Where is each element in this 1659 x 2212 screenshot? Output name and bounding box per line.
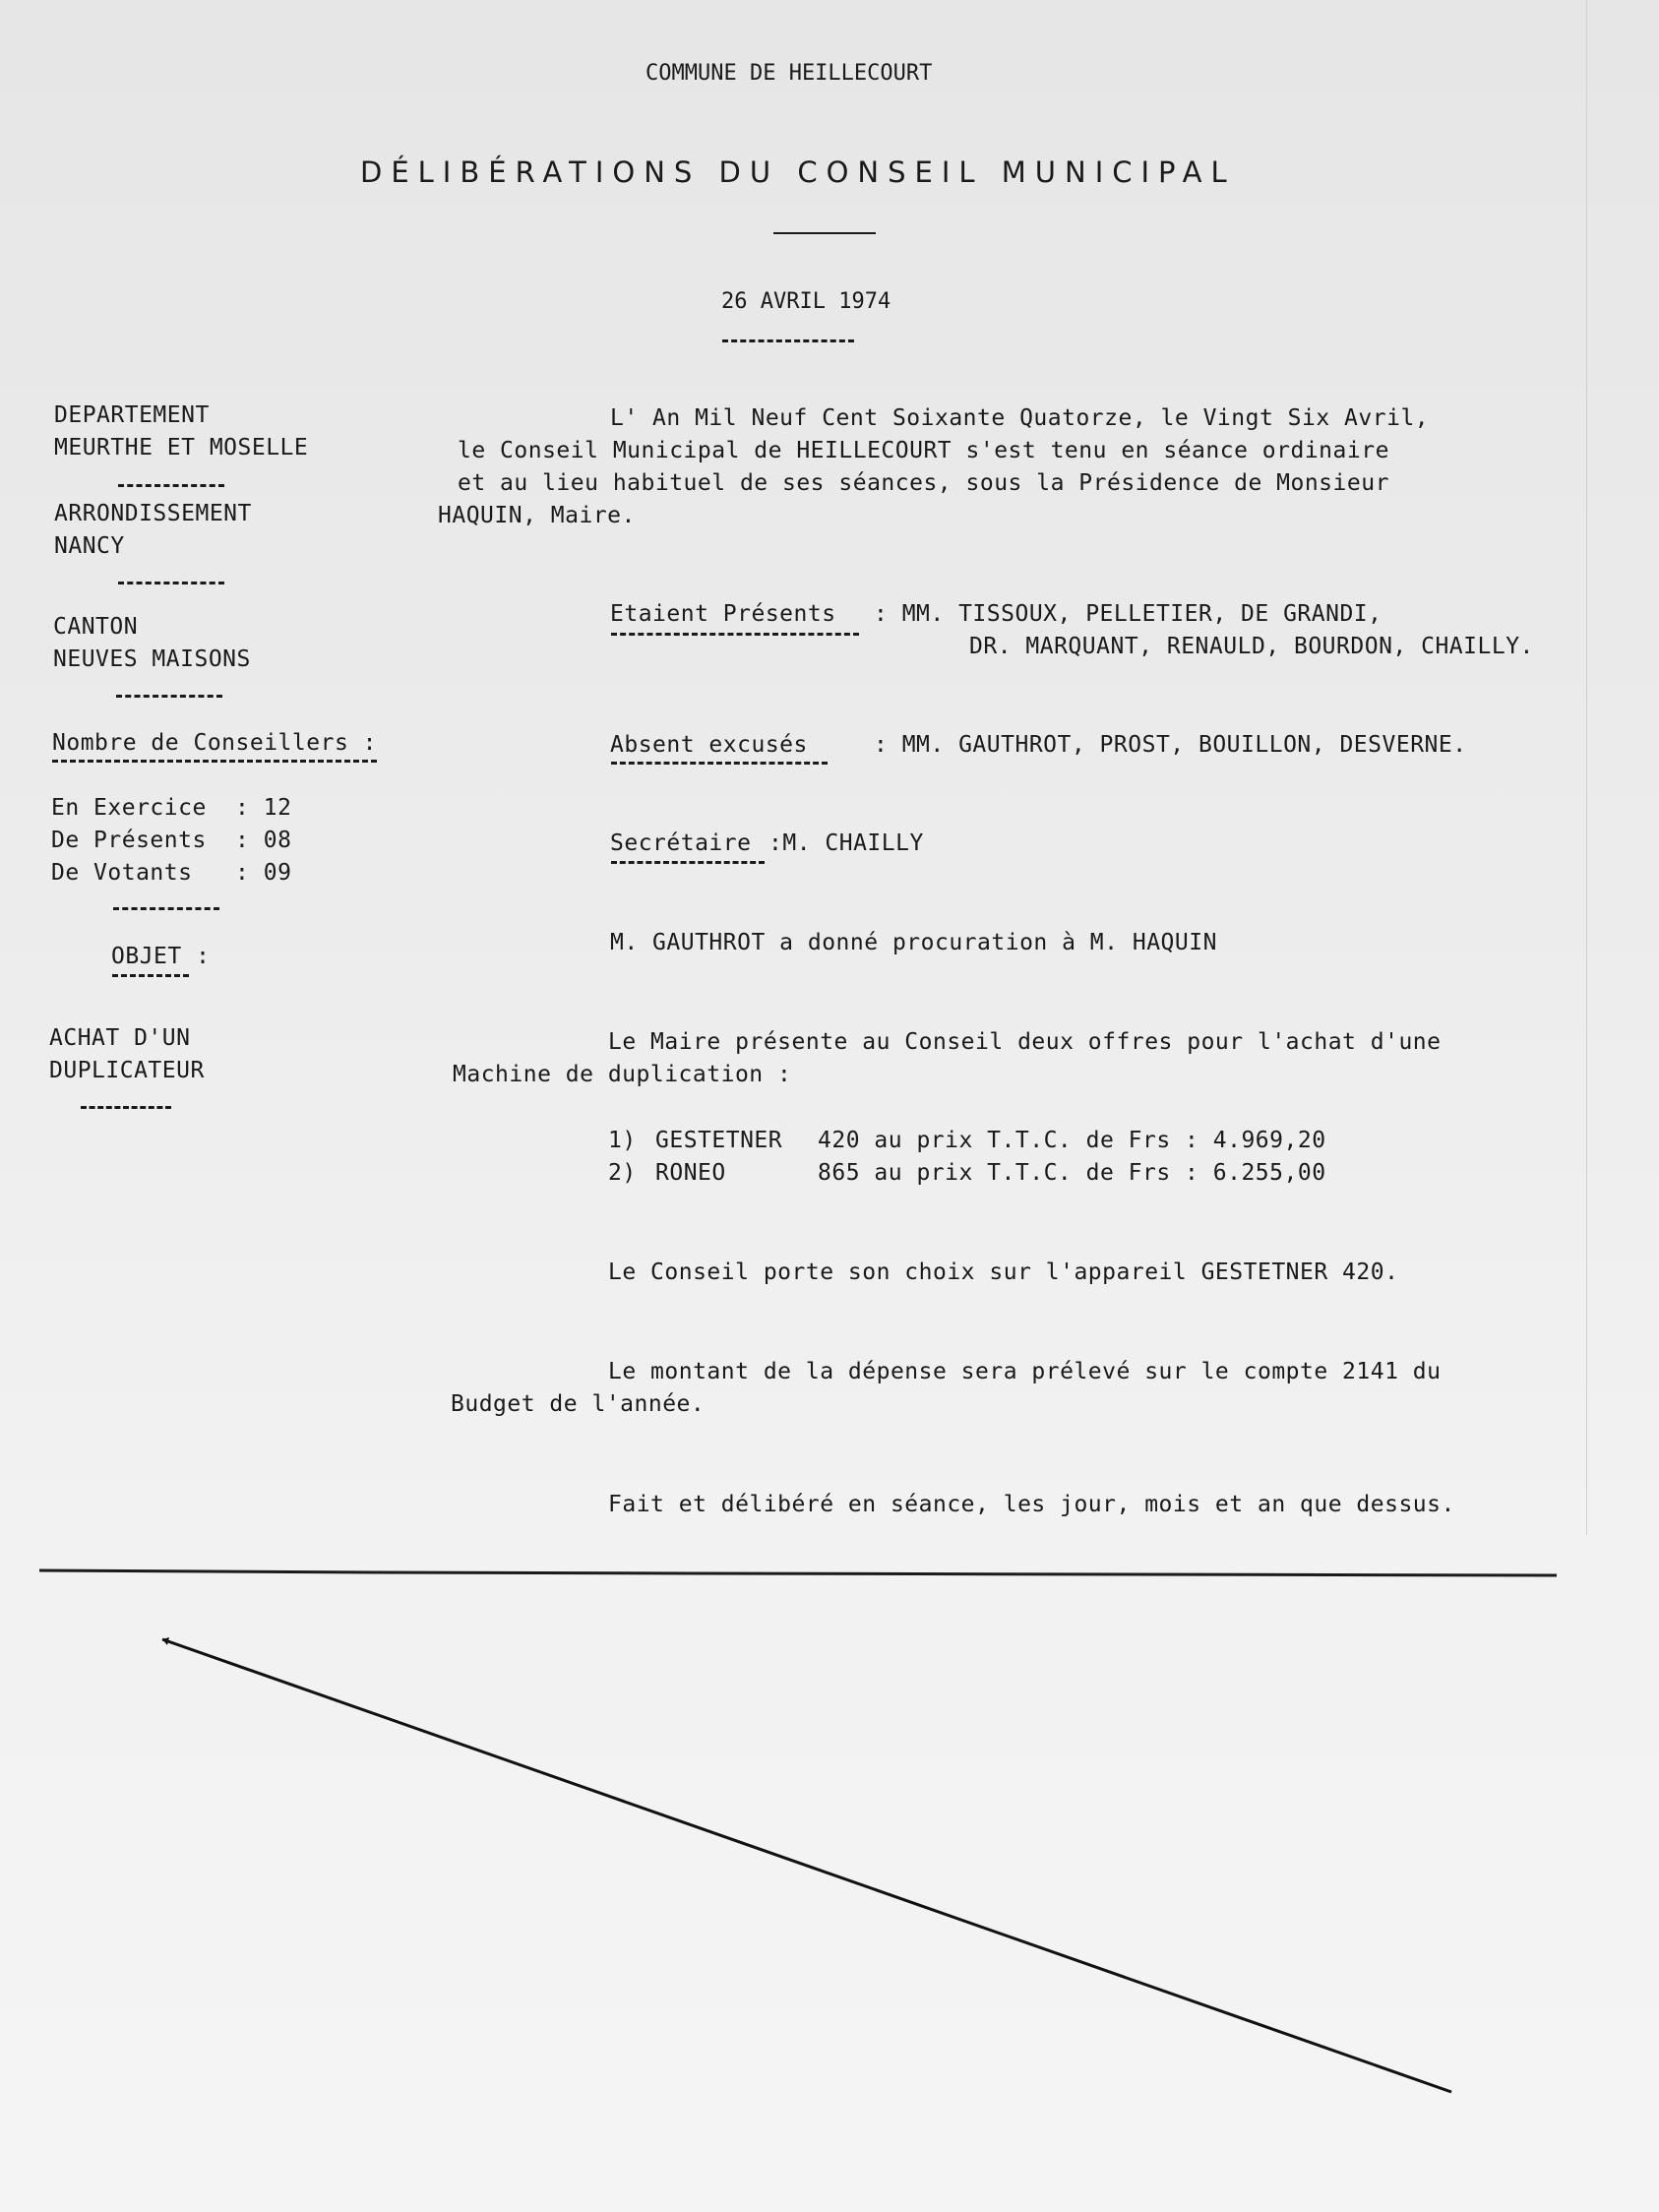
arrondissement-label: ARRONDISSEMENT (54, 501, 252, 526)
colon: : (196, 944, 211, 969)
presents-underline (611, 633, 859, 636)
choix-text: Le Conseil porte son choix sur l'appareil GESTETNER 420. (608, 1260, 1399, 1285)
count-presents (51, 825, 291, 857)
procuration-text: M. GAUTHROT a donné procuration à M. HAQUIN (610, 930, 1217, 955)
offres-line-1: Le Maire présente au Conseil deux offres pour l'achat d'une (608, 1029, 1442, 1055)
conseillers-heading (52, 727, 377, 760)
objet-underline (112, 974, 189, 977)
offer-text: au prix T.T.C. de Frs : (874, 1160, 1199, 1186)
objet-line-2: DUPLICATEUR (49, 1058, 205, 1083)
page-edge (1586, 0, 1587, 1535)
count-value: 12 (263, 795, 292, 821)
canton-label: CANTON (53, 614, 139, 640)
colon: : (235, 860, 250, 886)
offer-model: 865 (818, 1160, 861, 1186)
objet-label: OBJET (111, 944, 182, 969)
colon: : (235, 828, 250, 853)
montant-line-1: Le montant de la dépense sera prélevé sur le compte 2141 du (608, 1359, 1442, 1384)
separator (81, 1106, 171, 1109)
objet-heading (111, 941, 210, 973)
colon: : (235, 795, 250, 821)
count-label: De Votants (51, 860, 193, 886)
offer-price: 4.969,20 (1212, 1128, 1326, 1153)
count-value: 08 (263, 828, 292, 853)
commune-heading: COMMUNE DE HEILLECOURT (645, 61, 933, 86)
secretaire-underline (611, 861, 765, 864)
absents-underline (611, 762, 828, 765)
offer-name: GESTETNER (655, 1128, 783, 1153)
title-rule (773, 232, 876, 234)
secretaire-label: Secrétaire (610, 830, 752, 856)
departement-value: MEURTHE ET MOSELLE (54, 435, 309, 461)
page-title: DÉLIBÉRATIONS DU CONSEIL MUNICIPAL (360, 155, 1236, 189)
cancel-stroke (162, 1639, 1451, 2092)
arrondissement-value: NANCY (54, 533, 125, 559)
offer-price: 6.255,00 (1212, 1160, 1326, 1186)
intro-line-1: L' An Mil Neuf Cent Soixante Quatorze, le Vingt Six Avril, (610, 405, 1430, 431)
presents-line-1: : MM. TISSOUX, PELLETIER, DE GRANDI, (874, 601, 1382, 627)
date-underline (722, 339, 854, 342)
count-votants (51, 857, 291, 890)
offer-num: 1) (608, 1128, 637, 1153)
closing-marks (0, 1555, 1659, 2106)
departement-label: DEPARTEMENT (54, 402, 210, 428)
offer-row-1 (608, 1125, 1326, 1157)
intro-line-4: HAQUIN, Maire. (438, 503, 636, 528)
count-value: 09 (263, 860, 292, 886)
separator (113, 907, 219, 910)
intro-line-3: et au lieu habituel de ses séances, sous la Présidence de Monsieur (458, 470, 1389, 496)
presents-line-2: DR. MARQUANT, RENAULD, BOURDON, CHAILLY. (969, 634, 1534, 659)
offer-name: RONEO (655, 1160, 726, 1186)
presents-label: Etaient Présents (610, 601, 836, 627)
offer-text: au prix T.T.C. de Frs : (874, 1128, 1199, 1153)
colon: : (362, 730, 378, 756)
closing-rule (39, 1570, 1557, 1575)
offer-num: 2) (608, 1160, 637, 1186)
meeting-date: 26 AVRIL 1974 (721, 289, 891, 314)
canton-value: NEUVES MAISONS (53, 646, 251, 672)
absents-label: Absent excusés (610, 732, 808, 758)
separator (118, 582, 224, 584)
offer-model: 420 (818, 1128, 861, 1153)
separator (118, 484, 224, 487)
count-en-exercice (51, 792, 291, 825)
count-label: En Exercice (51, 795, 207, 821)
separator (116, 695, 222, 698)
objet-line-1: ACHAT D'UN (49, 1025, 191, 1051)
count-label: De Présents (51, 828, 207, 853)
montant-line-2: Budget de l'année. (451, 1391, 706, 1417)
intro-line-2: le Conseil Municipal de HEILLECOURT s'est tenu en séance ordinaire (458, 438, 1389, 463)
conseillers-label: Nombre de Conseillers (52, 730, 349, 756)
offer-row-2 (608, 1157, 1326, 1190)
conseillers-underline (52, 760, 377, 763)
fait-text: Fait et délibéré en séance, les jour, mois et an que dessus. (608, 1492, 1455, 1517)
secretaire-value: :M. CHAILLY (768, 830, 924, 856)
offres-line-2: Machine de duplication : (453, 1062, 792, 1087)
absents-value: : MM. GAUTHROT, PROST, BOUILLON, DESVERNE. (874, 732, 1467, 758)
